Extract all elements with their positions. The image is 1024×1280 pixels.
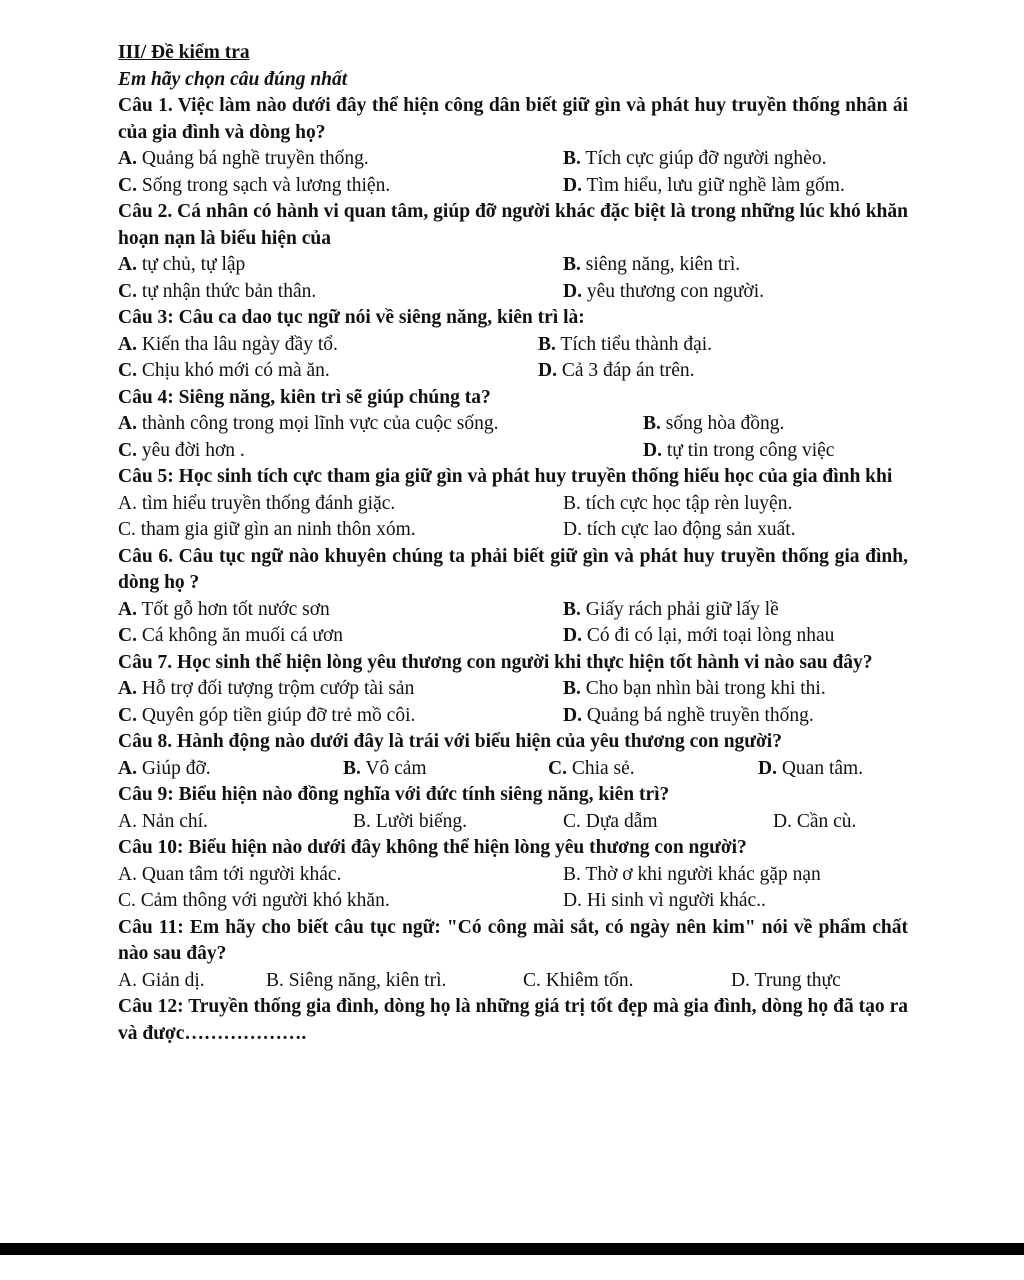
options-q8 xyxy=(118,756,908,783)
option-a: A. Tốt gỗ hơn tốt nước sơn xyxy=(118,598,330,620)
question-5: Câu 5: Học sinh tích cực tham gia giữ gìn và phát huy truyền thống hiếu học của gia đình khi xyxy=(118,466,893,487)
instruction: Em hãy chọn câu đúng nhất xyxy=(118,68,348,90)
question-12: Câu 12: Truyền thống gia đình, dòng họ là những giá trị tốt đẹp mà gia đình, dòng họ đã tạo ra và được………………. xyxy=(118,996,908,1044)
question-10: Câu 10: Biểu hiện nào dưới đây không thể hiện lòng yêu thương con người? xyxy=(118,837,747,858)
option-c: C. Cá không ăn muối cá ươn xyxy=(118,625,344,646)
option-c: C. tự nhận thức bản thân. xyxy=(118,280,317,302)
question-11: Câu 11: Em hãy cho biết câu tục ngữ: "Có công mài sắt, có ngày nên kim" nói về phẩm chất nào sau đây? xyxy=(118,916,908,964)
option-d: D. tự tin trong công việc xyxy=(643,439,835,461)
options-q11 xyxy=(118,968,908,995)
option-a: A. Giúp đỡ. xyxy=(118,757,211,779)
section-heading: III/ Đề kiểm tra xyxy=(118,42,250,63)
option-b: B. sống hòa đồng. xyxy=(643,413,785,434)
option-c: C. tham gia giữ gìn an ninh thôn xóm. xyxy=(118,519,416,540)
option-c: C. Khiêm tốn. xyxy=(523,969,634,991)
option-b: B. siêng năng, kiên trì. xyxy=(563,254,741,275)
options-q7 xyxy=(118,676,908,729)
question-3: Câu 3: Câu ca dao tục ngữ nói về siêng năng, kiên trì là: xyxy=(118,307,585,328)
option-a: A. Quan tâm tới người khác. xyxy=(118,863,342,885)
options-q4 xyxy=(118,411,908,464)
option-b: B. Tích tiểu thành đại. xyxy=(538,333,713,355)
options-q6 xyxy=(118,597,908,650)
option-b: B. Siêng năng, kiên trì. xyxy=(266,969,447,991)
option-d: D. Tìm hiểu, lưu giữ nghề làm gốm. xyxy=(563,174,845,196)
option-a: A. Nản chí. xyxy=(118,810,208,832)
option-c: C. Chia sẻ. xyxy=(548,757,635,779)
option-a: A. Kiến tha lâu ngày đầy tổ. xyxy=(118,333,338,355)
option-d: D. Trung thực xyxy=(731,969,841,991)
option-a: A. Hỗ trợ đối tượng trộm cướp tài sản xyxy=(118,678,415,699)
option-c: C. Sống trong sạch và lương thiện. xyxy=(118,174,391,196)
option-d: D. Có đi có lại, mới toại lòng nhau xyxy=(563,625,835,646)
option-a: A. Giản dị. xyxy=(118,969,205,991)
option-d: D. tích cực lao động sản xuất. xyxy=(563,519,796,540)
options-q9 xyxy=(118,809,908,836)
option-a: A. Quảng bá nghề truyền thống. xyxy=(118,148,369,169)
options-q3 xyxy=(118,332,908,385)
option-c: C. yêu đời hơn . xyxy=(118,439,245,461)
option-b: B. tích cực học tập rèn luyện. xyxy=(563,492,793,514)
exam-page xyxy=(118,40,908,1047)
option-b: B. Tích cực giúp đỡ người nghèo. xyxy=(563,148,827,169)
options-q5 xyxy=(118,491,908,544)
option-b: B. Giấy rách phải giữ lấy lề xyxy=(563,598,779,620)
option-d: D. Quan tâm. xyxy=(758,757,864,779)
option-c: C. Chịu khó mới có mà ăn. xyxy=(118,360,330,381)
option-b: B. Cho bạn nhìn bài trong khi thi. xyxy=(563,678,826,699)
question-7: Câu 7. Học sinh thể hiện lòng yêu thương con người khi thực hiện tốt hành vi nào sau đây? xyxy=(118,651,873,673)
option-d: D. Cần cù. xyxy=(773,810,857,832)
option-c: C. Cảm thông với người khó khăn. xyxy=(118,890,390,911)
option-a: A. tìm hiểu truyền thống đánh giặc. xyxy=(118,492,396,514)
option-a: A. thành công trong mọi lĩnh vực của cuộc sống. xyxy=(118,413,499,434)
option-d: D. yêu thương con người. xyxy=(563,280,765,302)
option-c: C. Quyên góp tiền giúp đỡ trẻ mồ côi. xyxy=(118,704,416,726)
option-b: B. Vô cảm xyxy=(343,757,427,779)
question-2: Câu 2. Cá nhân có hành vi quan tâm, giúp đỡ người khác đặc biệt là trong những lúc khó khăn hoạn nạn là biểu hiện của xyxy=(118,201,908,249)
options-q10 xyxy=(118,862,908,915)
question-6: Câu 6. Câu tục ngữ nào khuyên chúng ta phải biết giữ gìn và phát huy truyền thống gia đình, dòng họ ? xyxy=(118,545,908,593)
option-c: C. Dựa dẫm xyxy=(563,810,658,832)
option-d: D. Cả 3 đáp án trên. xyxy=(538,360,695,381)
option-d: D. Quảng bá nghề truyền thống. xyxy=(563,704,814,726)
question-9: Câu 9: Biểu hiện nào đồng nghĩa với đức tính siêng năng, kiên trì? xyxy=(118,784,670,805)
option-b: B. Lười biếng. xyxy=(353,810,468,832)
options-q1 xyxy=(118,146,908,199)
question-1: Câu 1. Việc làm nào dưới đây thể hiện công dân biết giữ gìn và phát huy truyền thống nhân ái của gia đình và dòng họ? xyxy=(118,95,908,143)
question-4: Câu 4: Siêng năng, kiên trì sẽ giúp chúng ta? xyxy=(118,386,491,408)
question-8: Câu 8. Hành động nào dưới đây là trái với biểu hiện của yêu thương con người? xyxy=(118,731,782,752)
page-bottom-border xyxy=(0,1243,1024,1255)
option-b: B. Thờ ơ khi người khác gặp nạn xyxy=(563,863,821,885)
option-d: D. Hi sinh vì người khác.. xyxy=(563,890,766,911)
options-q2 xyxy=(118,252,908,305)
option-a: A. tự chủ, tự lập xyxy=(118,254,246,275)
